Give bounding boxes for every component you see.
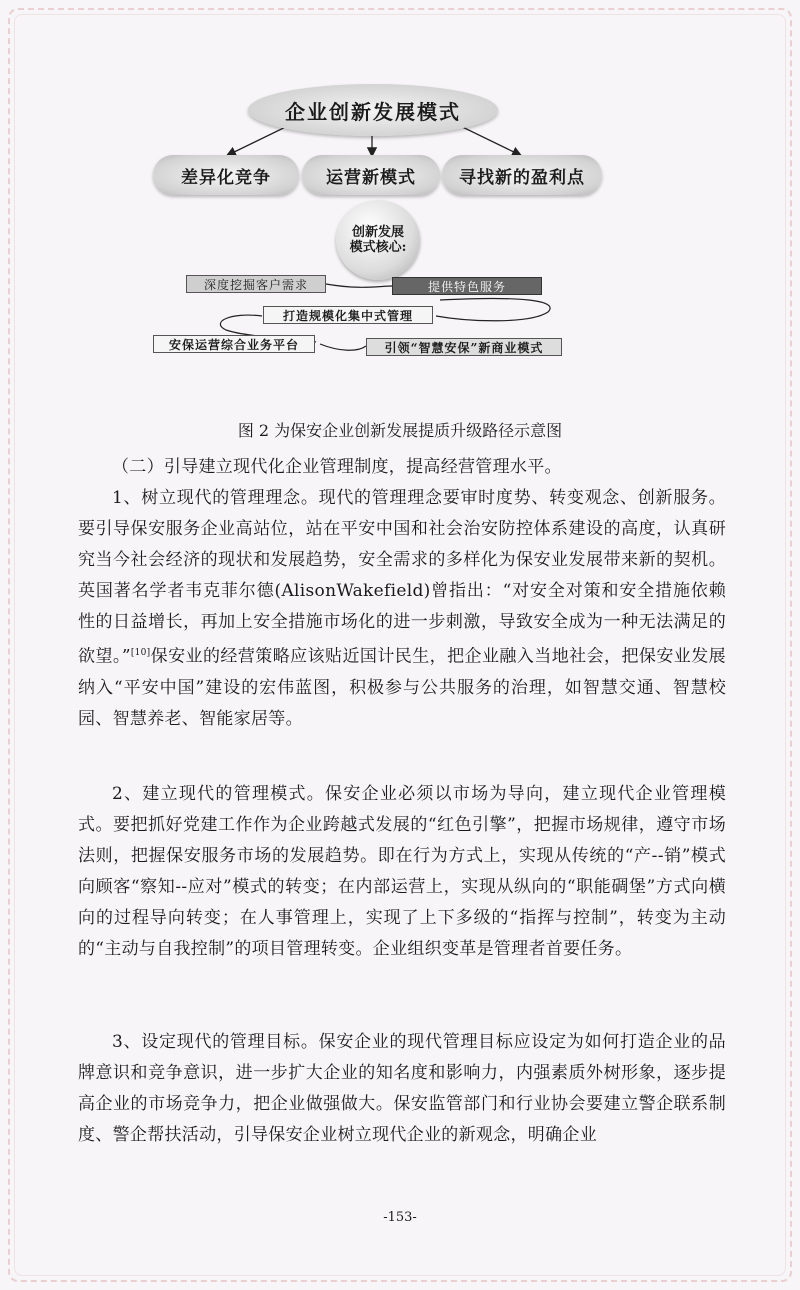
paragraph-2: 2、建立现代的管理模式。保安企业必须以市场为导向，建立现代企业管理模式。要把抓好党建工作作为企业跨越式发展的“红色引擎”，把握市场规律，遵守市场法则，把握保安服务市场的发展趋势。即在行为方式上，实现从传统的“产--销”模式向顾客“察知--应对”模式的转变；在内部运营上，实现从纵向的“职能碉堡”方式向横向的过程导向转变；在人事管理上，实现了上下多级的“指挥与控制”，转变为主动的“主动与自我控制”的项目管理转变。企业组织变革是管理者首要任务。: [78, 784, 726, 959]
wavy-path-top: [326, 284, 392, 287]
diagram-branch-profit: 寻找新的盈利点: [442, 155, 602, 195]
diagram-step-platform: 安保运营综合业务平台: [153, 335, 315, 353]
citation: [10]: [130, 648, 151, 658]
diagram-step-centralized-management: 打造规模化集中式管理: [263, 306, 433, 324]
paragraph-3: 3、设定现代的管理目标。保安企业的现代管理目标应设定为如何打造企业的品牌意识和竞争意识，进一步扩大企业的知名度和影响力，内强素质外树形象，逐步提高企业的市场竞争力，把企业做强做大。保安监管部门和行业协会要建立警企联系制度、警企帮扶活动，引导保安企业树立现代企业的新观念，明确企业: [78, 1032, 726, 1145]
page-number: -153-: [383, 1210, 417, 1225]
paragraph-1-text-after: 保安业的经营策略应该贴近国计民生，把企业融入当地社会，把保安业发展纳入“平安中国”建设的宏伟蓝图，积极参与公共服务的治理，如智慧交通、智慧校园、智慧养老、智能家居等。: [78, 646, 726, 729]
diagram-top-node: 企业创新发展模式: [248, 84, 498, 136]
diagram-branch-differentiation: 差异化竞争: [153, 155, 299, 195]
paragraph-1-text-before: 1、树立现代的管理理念。现代的管理理念要审时度势、转变观念、创新服务。要引导保安服务企业高站位，站在平安中国和社会治安防控体系建设的高度，认真研究当今社会经济的现状和发展趋势，安全需求的多样化为保安业发展带来新的契机。英国著名学者韦克菲尔德(AlisonWakefield)曾指出：“对安全对策和安全措施依赖性的日益增长，再加上安全措施市场化的进一步刺激，导致安全成为一种无法满足的欲望。”: [78, 488, 726, 667]
diagram-step-smart-security: 引领“智慧安保”新商业模式: [366, 338, 562, 356]
innovation-diagram: [0, 0, 800, 380]
section-heading: （二）引导建立现代化企业管理制度，提高经营管理水平。: [112, 457, 562, 477]
diagram-step-special-service: 提供特色服务: [392, 277, 542, 295]
diagram-step-customer-needs: 深度挖掘客户需求: [186, 275, 326, 293]
diagram-core-node: 创新发展模式核心:: [336, 200, 420, 280]
paragraph-1: [78, 483, 726, 735]
figure-caption: 图 2 为保安企业创新发展提质升级路径示意图: [237, 421, 563, 440]
diagram-branch-operation: 运营新模式: [302, 155, 440, 195]
